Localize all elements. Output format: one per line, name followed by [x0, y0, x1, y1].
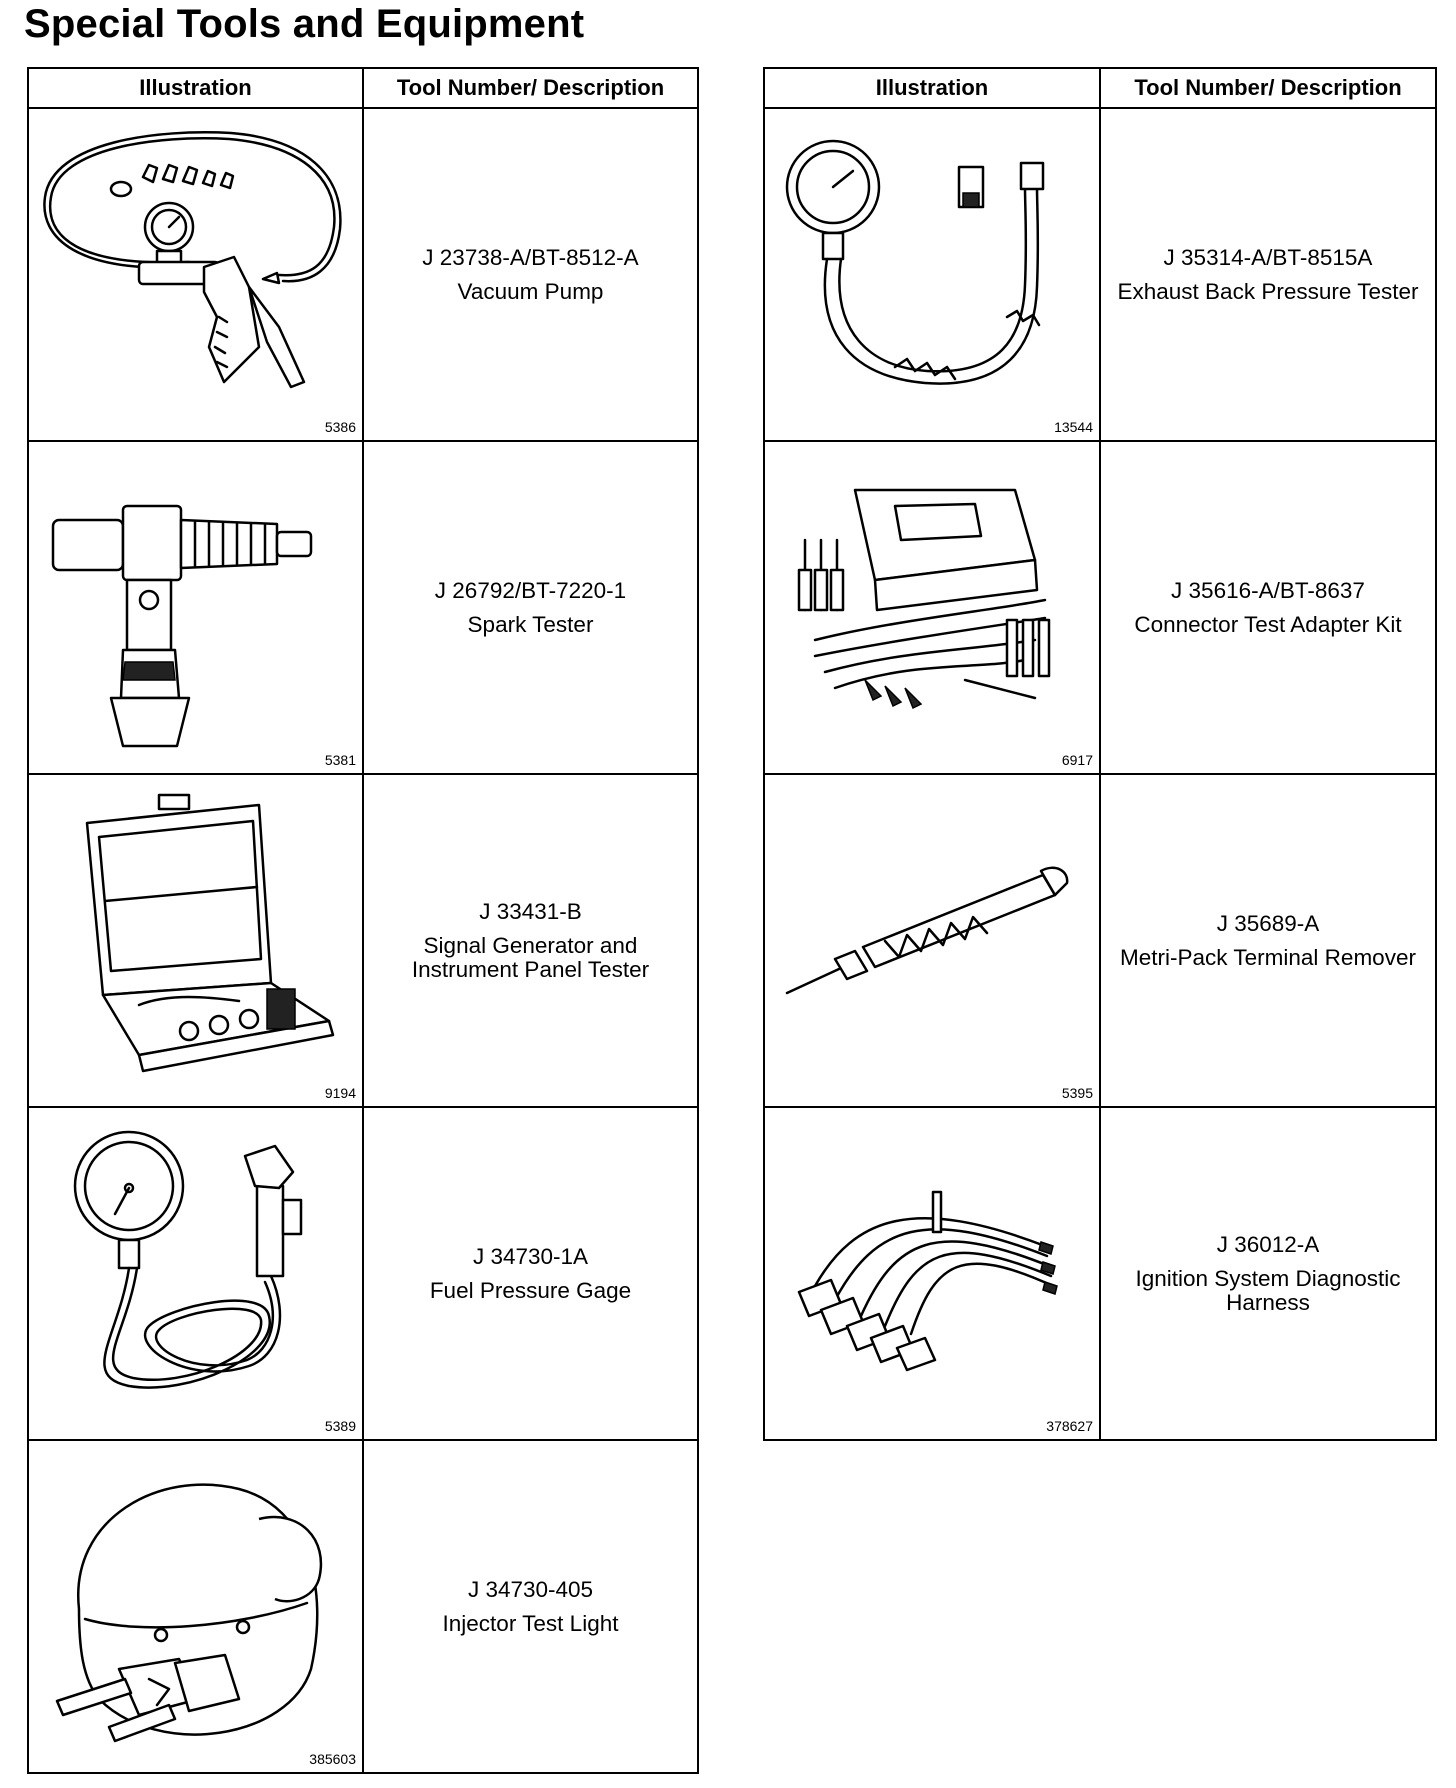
vacuum-pump-icon	[39, 117, 349, 423]
tool-description: Vacuum Pump	[457, 278, 604, 304]
tool-description: Connector Test Adapter Kit	[1134, 611, 1402, 637]
tools-table-right	[763, 67, 1437, 1441]
tool-description-header: Tool Number/ Description	[363, 68, 698, 108]
figure-number: 5395	[1061, 1085, 1093, 1101]
tool-description: Fuel Pressure Gage	[429, 1277, 632, 1303]
tool-description: Ignition System Diagnostic Harness	[1135, 1265, 1401, 1315]
tool-description: Spark Tester	[467, 611, 594, 637]
illustration-cell	[28, 441, 363, 774]
tool-description-header: Tool Number/ Description	[1100, 68, 1436, 108]
tool-row	[28, 774, 698, 1107]
illustration-cell	[764, 108, 1100, 441]
illustration-cell	[764, 1107, 1100, 1440]
figure-number: 13544	[1054, 419, 1093, 435]
illustration-cell	[764, 774, 1100, 1107]
figure-number: 378627	[1046, 1418, 1093, 1434]
figure-number: 5386	[324, 419, 356, 435]
header-row	[28, 68, 698, 108]
figure-number: 5389	[324, 1418, 356, 1434]
terminal-remover-icon	[775, 783, 1085, 1089]
tools-table-left	[27, 67, 699, 1774]
fuel-pressure-gage-icon	[39, 1116, 349, 1422]
description-cell	[363, 1440, 698, 1773]
tool-description: Signal Generator and Instrument Panel Tester	[411, 932, 650, 982]
illustration-header: Illustration	[764, 68, 1100, 108]
tool-row	[764, 1107, 1436, 1440]
tool-row	[28, 441, 698, 774]
illustration-cell	[28, 1107, 363, 1440]
tool-number: J 35689-A	[1216, 910, 1320, 936]
illustration-cell	[28, 1440, 363, 1773]
tool-number: J 35616-A/BT-8637	[1171, 577, 1365, 603]
tool-number: J 34730-1A	[472, 1243, 589, 1269]
tool-number: J 35314-A/BT-8515A	[1163, 244, 1373, 270]
tool-description: Exhaust Back Pressure Tester	[1117, 278, 1419, 304]
description-cell	[363, 774, 698, 1107]
back-pressure-gauge-icon	[775, 117, 1085, 423]
illustration-cell	[28, 108, 363, 441]
spark-tester-icon	[39, 450, 349, 756]
tool-number: J 34730-405	[467, 1576, 594, 1602]
illustration-header: Illustration	[28, 68, 363, 108]
description-cell	[363, 1107, 698, 1440]
description-cell	[1100, 108, 1436, 441]
signal-generator-case-icon	[39, 783, 349, 1089]
illustration-cell	[764, 441, 1100, 774]
tool-number: J 26792/BT-7220-1	[434, 577, 627, 603]
figure-number: 385603	[309, 1751, 356, 1767]
figure-number: 5381	[324, 752, 356, 768]
tool-row	[764, 108, 1436, 441]
tool-description: Metri-Pack Terminal Remover	[1120, 944, 1416, 970]
figure-number: 9194	[324, 1085, 356, 1101]
tool-row	[764, 774, 1436, 1107]
tool-number: J 23738-A/BT-8512-A	[422, 244, 639, 270]
tool-row	[764, 441, 1436, 774]
header-row	[764, 68, 1436, 108]
tool-row	[28, 1440, 698, 1773]
illustration-cell	[28, 774, 363, 1107]
tool-number: J 33431-B	[479, 898, 582, 924]
injector-test-light-icon	[39, 1449, 349, 1755]
diagnostic-harness-icon	[775, 1116, 1085, 1422]
figure-number: 6917	[1061, 752, 1093, 768]
tool-description: Injector Test Light	[442, 1610, 619, 1636]
description-cell	[1100, 441, 1436, 774]
description-cell	[1100, 1107, 1436, 1440]
page-title: Special Tools and Equipment	[24, 2, 585, 46]
description-cell	[363, 108, 698, 441]
description-cell	[1100, 774, 1436, 1107]
tool-number: J 36012-A	[1216, 1231, 1320, 1257]
tool-row	[28, 1107, 698, 1440]
adapter-kit-case-icon	[775, 450, 1085, 756]
tool-row	[28, 108, 698, 441]
description-cell	[363, 441, 698, 774]
